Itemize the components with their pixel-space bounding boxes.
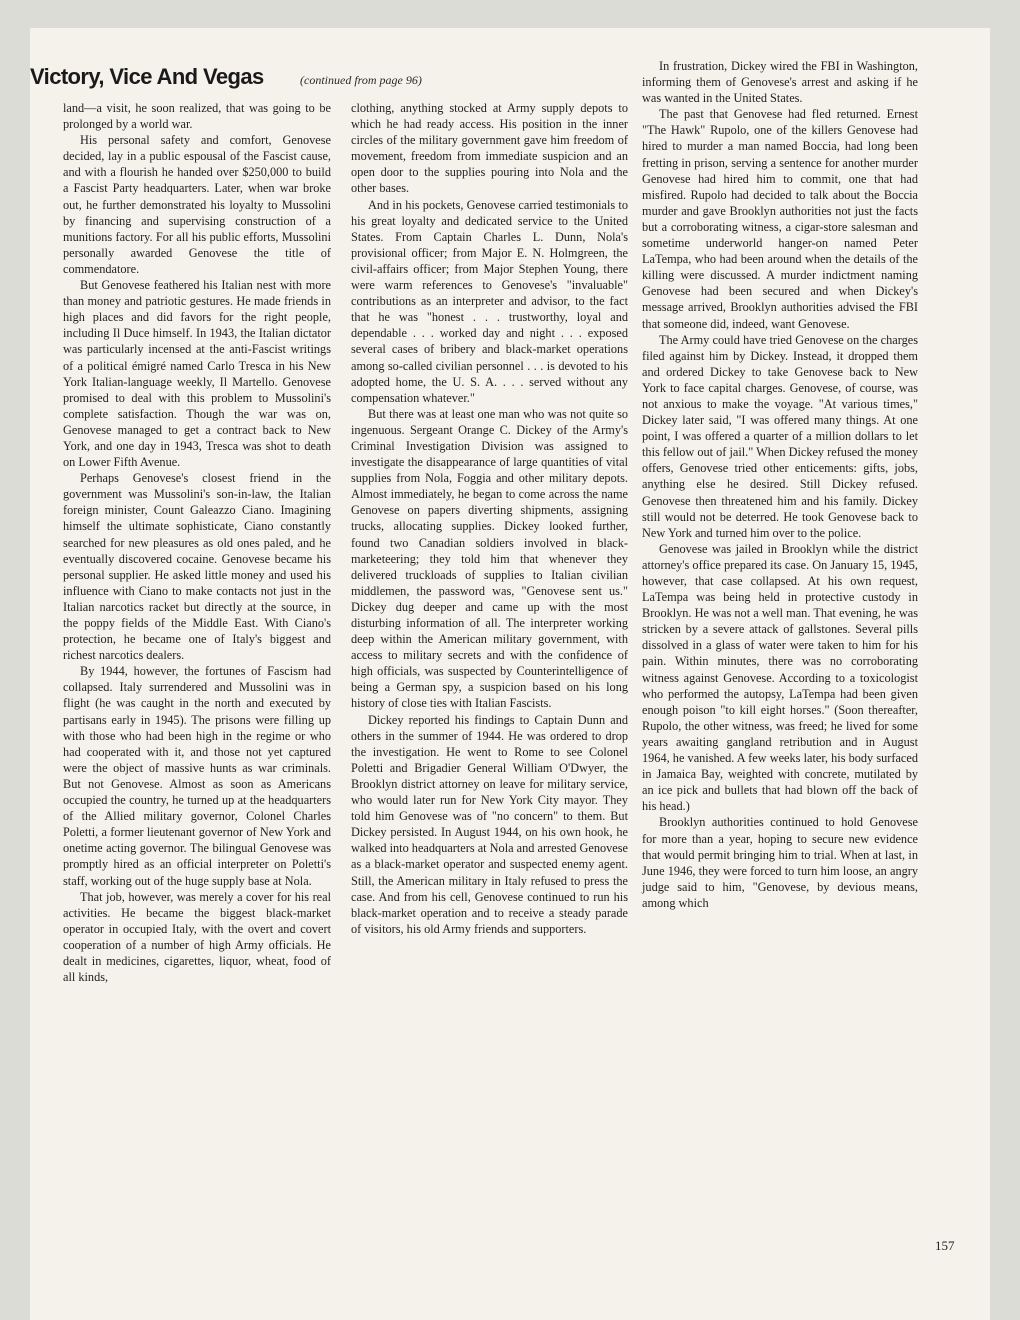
paragraph: But there was at least one man who was not quite so ingenuous. Sergeant Orange C. Dickey of the Army's Criminal Investigation Division was assigned to investigate the disappearance of large quantities of vital supplies from Nola, Foggia and other military depots. Almost immediately, he began to come across the name Genovese on papers diverting shipments, assigning trucks, allocating supplies. Dickey looked further, found two Canadian soldiers involved in black-marketeering; they told him that whenever they delivered truckloads of supplies to Italian civilian middlemen, the password was, "Genovese sent us." Dickey dug deeper and came up with the most disturbing information of all. The interpreter working deep within the American military government, with access to military secrets and with the confidence of high officials, was suspected by Counterintelligence of being a German spy, a suspicion based on his long history of close ties with Italian Fascists. [351, 406, 628, 711]
paragraph: Perhaps Genovese's closest friend in the government was Mussolini's son-in-law, the Italian foreign minister, Count Galeazzo Ciano. Imagining himself the ultimate sophisticate, Ciano constantly searched for new pleasures as old ones paled, and he eventually discovered cocaine. Genovese became his personal supplier. He asked little money and used his influence with Ciano to make contacts not just in the Italian narcotics racket but directly at the source, in the poppy fields of the Middle East. With Ciano's protection, he became one of Italy's biggest and richest narcotics dealers. [63, 471, 331, 663]
paragraph: Genovese was jailed in Brooklyn while the district attorney's office prepared its case. On January 15, 1945, however, that case collapsed. At his own request, LaTempa was being held in protective custody in Brooklyn. He was not a well man. That evening, he was stricken by a severe attack of gallstones. Several pills dissolved in a glass of water were taken to him for his pain. Within minutes, there was no corroborating witness against Genovese. According to a toxicologist who performed the autopsy, LaTempa had been given enough poison "to kill eight horses." (Soon thereafter, Rupolo, the other witness, was freed; he lived for some years awaiting gangland retribution and in August 1964, he vanished. A few weeks later, his body surfaced in Jamaica Bay, weighted with concrete, mutilated by an ice pick and bullets that had blown off the back of his head.) [642, 541, 918, 814]
article-title: Victory, Vice And Vegas [30, 64, 264, 89]
paragraph: land—a visit, he soon realized, that was going to be prolonged by a world war. [63, 101, 331, 132]
paragraph: The past that Genovese had fled returned. Ernest "The Hawk" Rupolo, one of the killers Genovese had hired to murder a man named Boccia, had long been fretting in prison, serving a sentence for another murder Genovese had hired him to commit, one that had misfired. Rupolo had decided to talk about the Boccia murder and gave Brooklyn authorities not just the facts but a corroborating witness, a cigar-store salesman and sometime underworld hanger-on named Peter LaTempa, who had been around when the details of the killing were discussed. A murder indictment naming Genovese had been secured and when Dickey's message arrived, Brooklyn authorities advised the FBI that someone did, indeed, want Genovese. [642, 107, 918, 331]
paragraph: clothing, anything stocked at Army supply depots to which he had ready access. His position in the inner circles of the military government gave him freedom of movement, freedom from immediate suspicion and an open door to the supplies pouring into Nola and the other bases. [351, 101, 628, 196]
text-column-3 [642, 58, 918, 911]
paragraph: By 1944, however, the fortunes of Fascism had collapsed. Italy surrendered and Mussolini was in flight (he was caught in the north and executed by partisans early in 1945). The prisons were filling up with those who had been high in the regime or who had cooperated with it, and those not yet captured were the object of massive hunts as war criminals. But not Genovese. Almost as soon as Americans occupied the country, he turned up at the headquarters of the Allied military governor, Colonel Charles Poletti, a former lieutenant governor of New York and onetime acting governor. The bilingual Genovese was promptly hired as an official interpreter on Poletti's staff, working out of the huge supply base at Nola. [63, 664, 331, 888]
paragraph: In frustration, Dickey wired the FBI in Washington, informing them of Genovese's arrest and asking if he was wanted in the United States. [642, 59, 918, 106]
text-column-2 [351, 100, 628, 937]
paragraph: Brooklyn authorities continued to hold Genovese for more than a year, hoping to secure new evidence that would permit bringing him to trial. When at last, in June 1946, they were forced to turn him loose, an angry judge said to him, "Genovese, by devious means, among which [642, 815, 918, 910]
paragraph: That job, however, was merely a cover for his real activities. He became the biggest black-market operator in occupied Italy, with the overt and covert cooperation of a number of high Army officials. He dealt in medicines, cigarettes, liquor, wheat, food of all kinds, [63, 889, 331, 985]
paragraph: Dickey reported his findings to Captain Dunn and others in the summer of 1944. He was ordered to drop the investigation. He went to Rome to see Colonel Poletti and Brigadier General William O'Dwyer, the Brooklyn district attorney on leave for military service, who would later run for New York City mayor. They told him Genovese was of "no concern" to them. But Dickey persisted. In August 1944, on his own hook, he walked into headquarters at Nola and arrested Genovese as a black-market operator and suspected enemy agent. Still, the American military in Italy refused to press the case. And from his cell, Genovese continued to run his black-market operation and to receive a steady parade of visitors, his old Army friends and supporters. [351, 712, 628, 936]
paragraph: And in his pockets, Genovese carried testimonials to his great loyalty and dedicated service to the United States. From Captain Charles L. Dunn, Nola's provisional officer; from Major E. N. Holmgreen, the civil-affairs officer; from Major Stephen Young, there were warm references to Genovese's "invaluable" contributions as an interpreter and advisor, to the fact that he was "honest . . . trustworthy, loyal and dependable . . . worked day and night . . . exposed several cases of bribery and black-market operations among so-called civilian personnel . . . is devoted to his adopted home, the U. S. A. . . . served without any compensation whatever." [351, 197, 628, 405]
continued-note: (continued from page 96) [300, 73, 422, 87]
paragraph: His personal safety and comfort, Genovese decided, lay in a public espousal of the Fascist cause, and with a flourish he handed over $250,000 to build a Fascist Party headquarters. Later, when war broke out, he further demonstrated his loyalty to Mussolini by financing and supervising construction of a munitions factory. For all his public efforts, Mussolini personally awarded Genovese the title of commendatore. [63, 133, 331, 276]
text-column-1 [63, 100, 331, 985]
page-number: 157 [935, 1238, 955, 1253]
paragraph: The Army could have tried Genovese on the charges filed against him by Dickey. Instead, it dropped them and ordered Dickey to take Genovese back to New York to face capital charges. Genovese, of course, was not anxious to make the voyage. "At various times," Dickey later said, "I was offered many things. At one point, I was offered a quarter of a million dollars to let this fellow out of jail." When Dickey refused the money offers, Genovese tried other enticements: gifts, jobs, anything else he desired. Still Dickey refused. Genovese then threatened him and his family. Dickey still would not be deterred. He took Genovese back to New York and turned him over to the police. [642, 332, 918, 540]
paragraph: But Genovese feathered his Italian nest with more than money and patriotic gestures. He made friends in high places and did favors for the right people, including Il Duce himself. In 1943, the Italian dictator was particularly incensed at the anti-Fascist writings of a political émigré named Carlo Tresca in his New York Italian-language weekly, Il Martello. Genovese promised to deal with this problem to Mussolini's complete satisfaction. Though the war was on, Genovese managed to get a contract back to New York, and one day in 1943, Tresca was shot to death on Lower Fifth Avenue. [63, 278, 331, 470]
article-header [30, 42, 640, 92]
